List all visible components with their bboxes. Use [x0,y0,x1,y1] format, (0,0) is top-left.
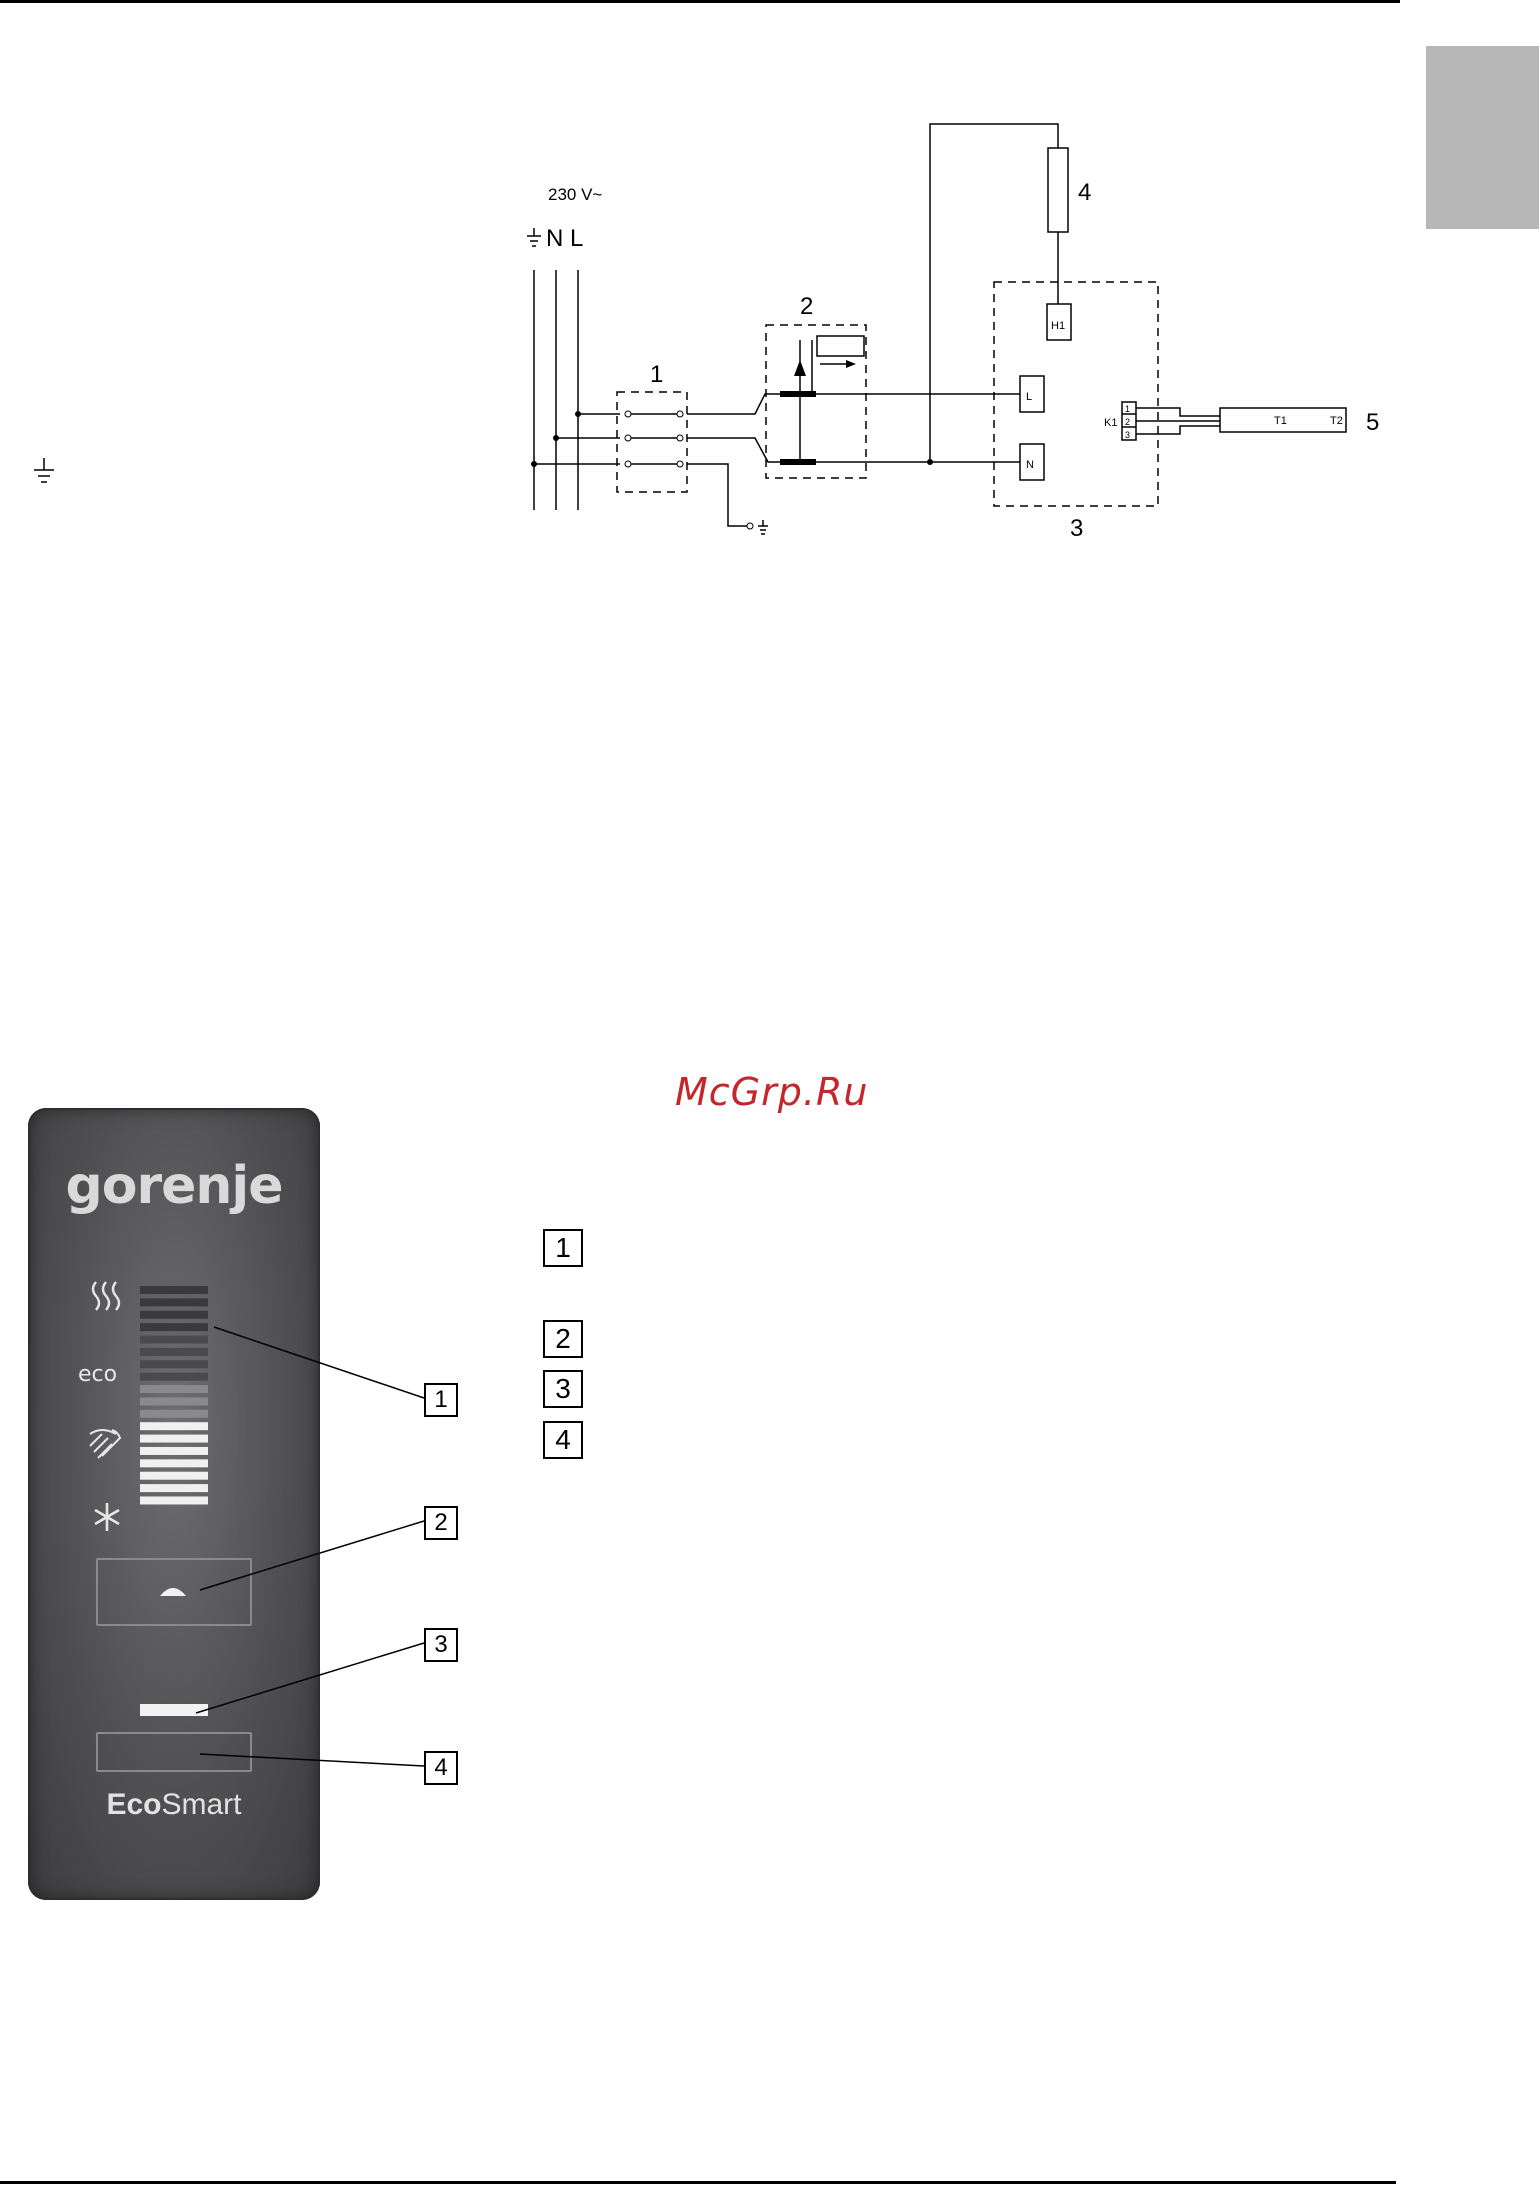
legend-1: 1 [543,1229,583,1267]
h1-label: H1 [1051,320,1066,332]
t1-label: T1 [1274,415,1287,427]
callout-2: 2 [424,1506,458,1540]
k1-label: K1 [1104,417,1118,429]
label-4: 4 [1078,179,1092,206]
k1-pin-3: 3 [1125,430,1131,440]
supply-voltage: 230 V~ [548,185,603,204]
label-2: 2 [800,293,814,320]
eco-mode-label: eco [78,1362,118,1387]
t2-label: T2 [1330,415,1343,427]
label-5: 5 [1366,409,1380,436]
terminal-l: L [1026,391,1033,403]
legend-3: 3 [543,1370,583,1408]
callout-1: 1 [424,1383,458,1417]
brand-logo: gorenje [65,1156,283,1216]
label-3: 3 [1070,515,1084,542]
model-name: EcoSmart [106,1788,242,1821]
callout-3: 3 [424,1628,458,1662]
callout-4: 4 [424,1751,458,1785]
watermark: McGrp.Ru [675,1070,869,1114]
legend-2: 2 [543,1320,583,1358]
terminal-n: N [1026,459,1034,471]
supply-terminals: N L [546,225,584,252]
k1-pin-1: 1 [1125,404,1131,414]
label-1: 1 [650,361,664,388]
legend-4: 4 [543,1421,583,1459]
k1-pin-2: 2 [1125,417,1131,427]
